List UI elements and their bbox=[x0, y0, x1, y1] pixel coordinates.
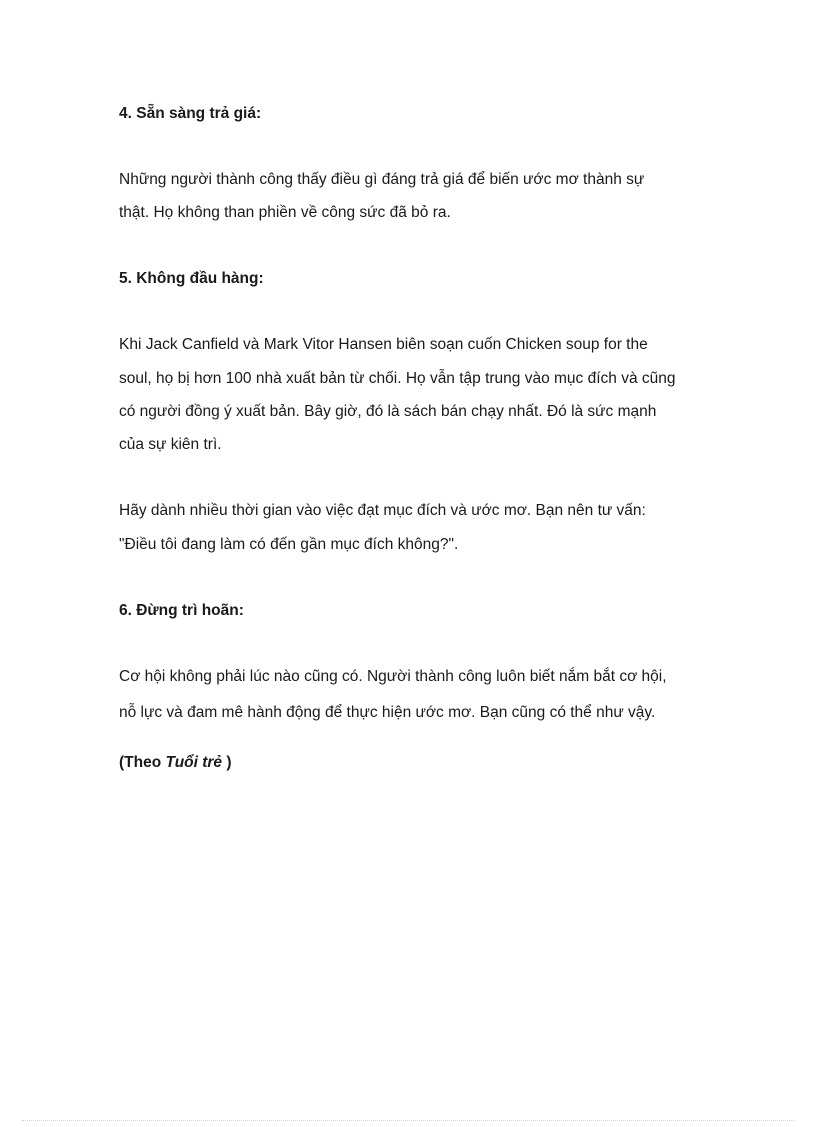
page-bottom-border bbox=[22, 1120, 794, 1121]
section-5-para-1-line-1: Khi Jack Canfield và Mark Vitor Hansen biên soạn cuốn Chicken soup for the bbox=[119, 336, 648, 353]
section-5-para-1-line-2: soul, họ bị hơn 100 nhà xuất bản từ chối. Họ vẫn tập trung vào mục đích và cũng bbox=[119, 370, 676, 387]
section-5-para-1-line-3: có người đồng ý xuất bản. Bây giờ, đó là sách bán chạy nhất. Đó là sức mạnh bbox=[119, 403, 657, 420]
source-citation bbox=[119, 753, 232, 773]
section-6-text-line-1: Cơ hội không phải lúc nào cũng có. Người thành công luôn biết nắm bắt cơ hội, bbox=[119, 668, 667, 685]
section-6-heading: 6. Đừng trì hoãn: bbox=[119, 602, 244, 619]
section-4-text-line-1: Những người thành công thấy điều gì đáng trả giá để biến ước mơ thành sự bbox=[119, 171, 645, 188]
section-5-heading: 5. Không đầu hàng: bbox=[119, 270, 264, 287]
section-4-text-line-2: thật. Họ không than phiền về công sức đã bỏ ra. bbox=[119, 204, 451, 221]
section-5-para-1-line-4: của sự kiên trì. bbox=[119, 436, 222, 453]
source-publication: Tuổi trẻ bbox=[165, 754, 223, 771]
section-4-heading: 4. Sẵn sàng trả giá: bbox=[119, 105, 262, 122]
section-5-para-2-line-2: "Điều tôi đang làm có đến gần mục đích không?". bbox=[119, 536, 459, 553]
source-prefix: (Theo bbox=[119, 754, 166, 771]
section-5-para-2-line-1: Hãy dành nhiều thời gian vào việc đạt mục đích và ước mơ. Bạn nên tư vấn: bbox=[119, 502, 646, 519]
section-6-text-line-2: nỗ lực và đam mê hành động để thực hiện ước mơ. Bạn cũng có thể như vậy. bbox=[119, 704, 656, 721]
source-suffix: ) bbox=[222, 754, 232, 771]
